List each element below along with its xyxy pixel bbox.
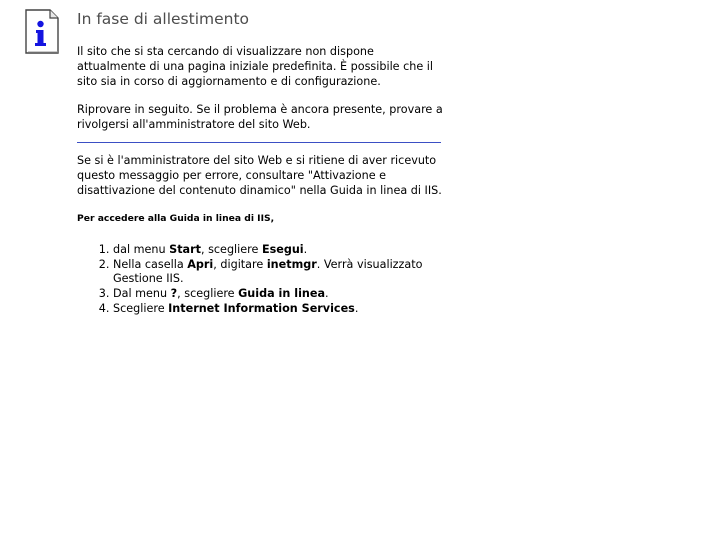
step-text: , scegliere <box>177 287 239 301</box>
step-bold: Start <box>169 243 201 256</box>
step-text: Dal menu <box>113 287 171 301</box>
list-item <box>113 302 443 317</box>
step-bold: Guida in linea <box>238 287 326 301</box>
step-text: , digitare <box>213 257 267 271</box>
page-title: In fase di allestimento <box>77 10 250 28</box>
list-item <box>113 243 443 258</box>
step-bold: Internet Information Services <box>168 301 355 315</box>
paragraph-no-default-page: Il sito che si sta cercando di visualizzare non dispone attualmente di una pagina iniziale predefinita. È possibile che il sito sia in corso di aggiornamento e di configurazione. <box>77 45 434 88</box>
step-text: . <box>325 287 329 301</box>
paragraph-admin-info: Se si è l'amministratore del sito Web e si ritiene di aver ricevuto questo messaggio per errore, consultare "Attivazione e disattivazione del contenuto dinamico" nella Guida in linea di IIS. <box>77 154 442 197</box>
step-text: Scegliere <box>113 301 169 315</box>
step-text: . <box>303 243 308 256</box>
help-heading: Per accedere alla Guida in linea di IIS, <box>77 213 275 224</box>
step-text: Nella casella <box>113 257 188 271</box>
steps-list <box>77 243 443 317</box>
step-bold: Esegui <box>261 243 304 256</box>
step-text: . <box>354 301 359 315</box>
paragraph-retry-later: Riprovare in seguito. Se il problema è ancora presente, provare a rivolgersi all'amministratore del sito Web. <box>77 103 443 131</box>
step-text: dal menu <box>113 243 170 256</box>
message-content <box>77 10 443 317</box>
list-item <box>113 287 443 302</box>
step-bold: Apri <box>187 257 214 271</box>
step-text: , scegliere <box>200 243 262 256</box>
step-text: . Verrà visualizzato Gestione IIS. <box>113 257 423 286</box>
divider <box>77 142 441 143</box>
info-document-icon <box>25 9 59 54</box>
step-bold: inetmgr <box>266 257 317 271</box>
list-item <box>113 258 443 287</box>
step-bold: ? <box>170 287 178 301</box>
